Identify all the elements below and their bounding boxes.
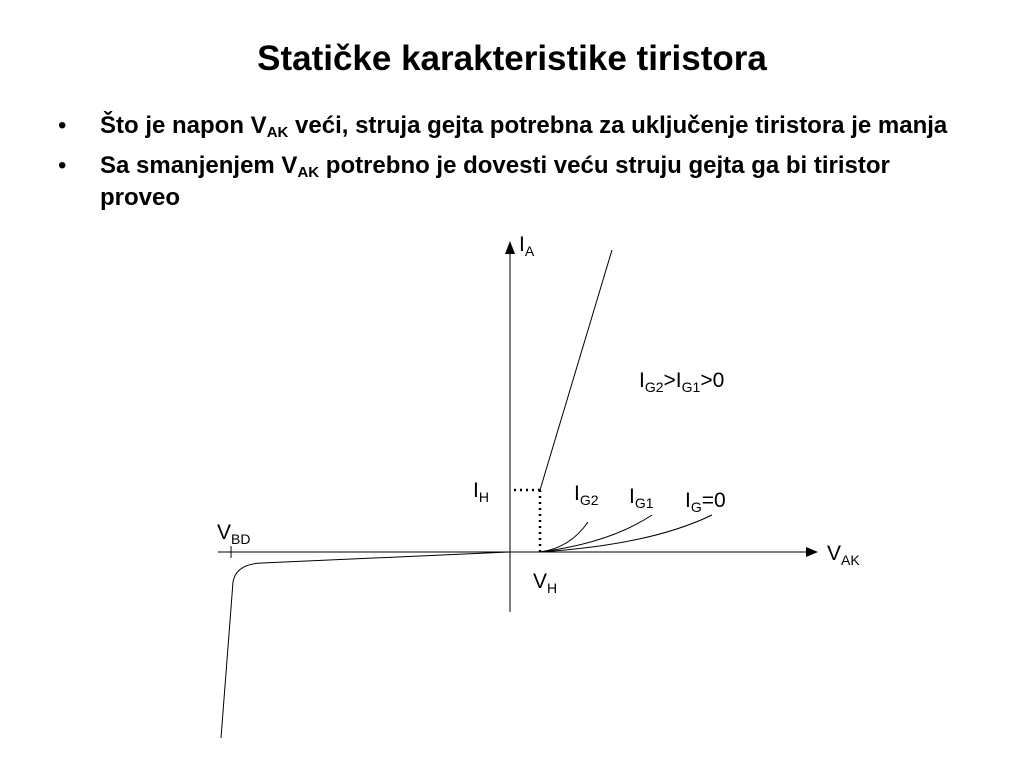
bullet-text-start: Sa smanjenjem V	[100, 152, 298, 179]
holding-voltage-label: $V_H$	[533, 570, 558, 596]
y-axis-arrow	[505, 241, 515, 254]
curve-ig2-label: $I_{G2}$	[574, 482, 599, 508]
page-title: Statičke karakteristike tiristora	[257, 39, 767, 78]
curve-ig2	[540, 522, 588, 552]
holding-current-label: $I_H$	[473, 479, 489, 505]
bullet-marker: •	[58, 112, 67, 139]
bullet-text-end: veći, struja gejta potrebna za uključenje tiristora je manja	[288, 112, 948, 139]
curve-ig0-label: $I_G=0$	[685, 489, 726, 515]
curve-ig0	[540, 515, 712, 552]
bullet-subscript: AK	[266, 124, 289, 141]
bullet-text-start: Što je napon V	[100, 112, 267, 139]
x-axis-arrow	[806, 547, 818, 557]
reverse-characteristic-curve	[221, 552, 510, 738]
x-axis-label: $V_{AK}$	[827, 542, 860, 568]
breakdown-voltage-label: $V_{BD}$	[217, 521, 251, 547]
bullet-text-end: potrebno je dovesti veću struju gejta ga bi tiristor proveo	[100, 152, 890, 211]
gate-current-relation: $I_{G2}>I_{G1}>0$	[639, 369, 725, 395]
on-state-curve	[540, 250, 612, 490]
bullet-marker: •	[58, 152, 67, 179]
bullet-subscript: AK	[297, 164, 320, 181]
curve-ig1-label: $I_{G1}$	[629, 485, 654, 511]
y-axis-label: $I_A$	[519, 233, 535, 259]
